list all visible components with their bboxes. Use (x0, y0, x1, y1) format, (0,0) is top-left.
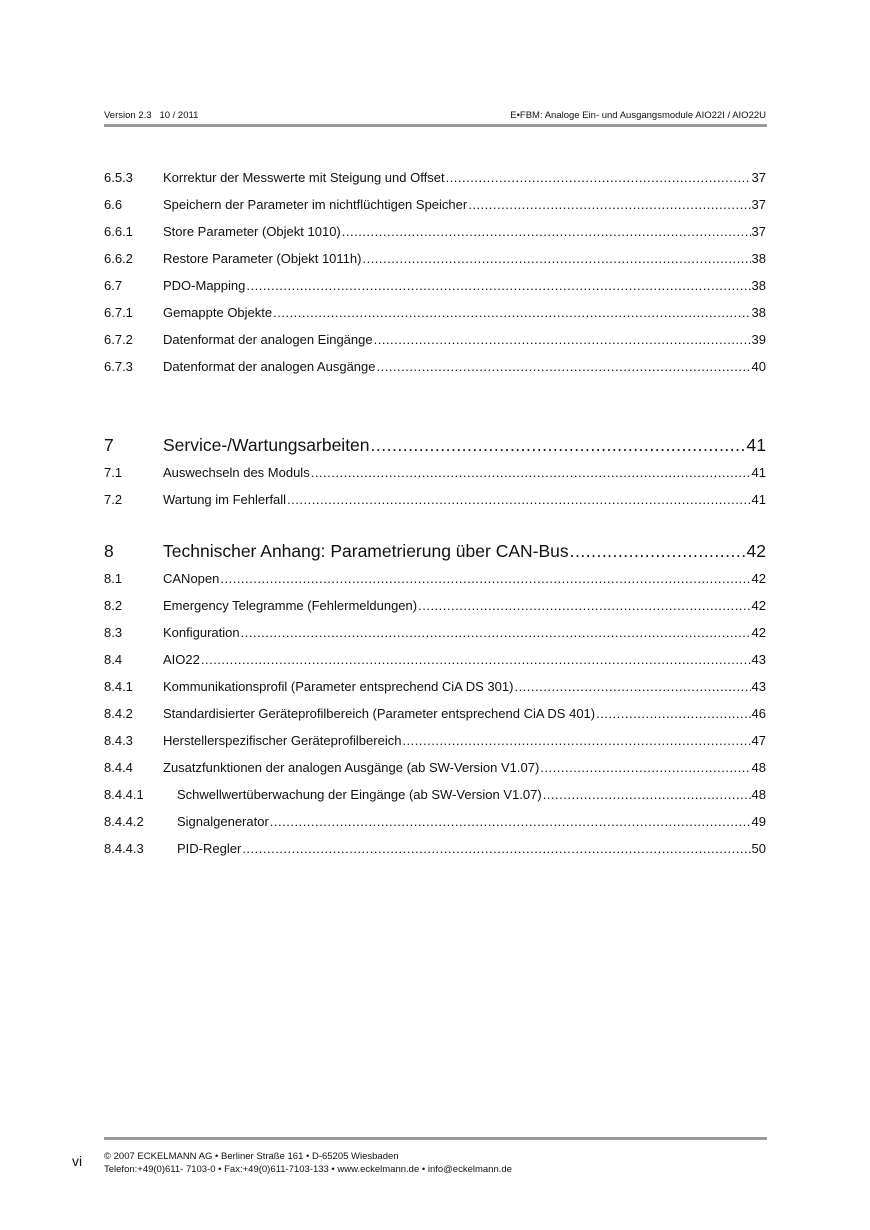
toc-title: Datenformat der analogen Eingänge (163, 331, 373, 347)
dot-leader (201, 652, 751, 667)
toc-entry[interactable] (104, 808, 766, 835)
toc-page: 41 (746, 434, 766, 455)
toc-page: 37 (751, 169, 766, 185)
toc-page: 42 (751, 598, 766, 613)
toc-number: 6.6.1 (104, 223, 133, 239)
toc-number: 8.4.4.2 (104, 814, 144, 829)
toc-entry[interactable] (104, 619, 766, 646)
toc-title: Service-/Wartungsarbeiten (163, 434, 370, 455)
toc-title: Herstellerspezifischer Geräteprofilbereich (163, 733, 402, 748)
toc-number: 8.4.3 (104, 733, 133, 748)
header-title: E•FBM: Analoge Ein- und Ausgangsmodule AIO22I / AIO22U (510, 110, 766, 121)
toc-number: 6.7 (104, 277, 123, 293)
dot-leader (418, 598, 750, 613)
toc-entry[interactable] (104, 191, 766, 218)
toc-page: 48 (751, 787, 766, 802)
toc-number: 8.2 (104, 598, 123, 613)
toc-number: 7.2 (104, 492, 123, 507)
toc-title: Datenformat der analogen Ausgänge (163, 358, 376, 374)
toc-entry[interactable] (104, 727, 766, 754)
toc-title: CANopen (163, 571, 220, 586)
toc-title: Zusatzfunktionen der analogen Ausgänge (ab SW-Version V1.07) (163, 760, 540, 775)
toc-entry[interactable] (104, 673, 766, 700)
dot-leader (342, 224, 751, 239)
dot-leader (543, 787, 751, 802)
toc-title: Wartung im Fehlerfall (163, 492, 287, 507)
toc-number: 8.4.4.3 (104, 841, 144, 856)
dot-leader (311, 465, 751, 480)
toc-entry[interactable] (104, 592, 766, 619)
toc-title: AIO22 (163, 652, 200, 667)
dot-leader (270, 814, 751, 829)
toc-entry[interactable] (104, 646, 766, 673)
toc-page: 48 (751, 760, 766, 775)
dot-leader (371, 435, 746, 456)
toc-page: 46 (751, 706, 766, 721)
dot-leader (540, 760, 750, 775)
dot-leader (273, 305, 750, 320)
dot-leader (362, 251, 750, 266)
toc-number: 8.4 (104, 652, 123, 667)
footer-address: © 2007 ECKELMANN AG • Berliner Straße 161 • D-65205 Wiesbaden (104, 1151, 399, 1162)
toc-number: 8 (104, 540, 114, 561)
toc-number: 8.4.4 (104, 760, 133, 775)
toc-page: 42 (751, 571, 766, 586)
toc-title: Korrektur der Messwerte mit Steigung und Offset (163, 169, 445, 185)
toc-entry[interactable] (104, 700, 766, 727)
dot-leader (242, 841, 750, 856)
toc-page: 42 (751, 625, 766, 640)
dot-leader (570, 541, 746, 562)
toc-number: 6.6.2 (104, 250, 133, 266)
toc-number: 8.3 (104, 625, 123, 640)
dot-leader (514, 679, 750, 694)
toc-number: 6.7.3 (104, 358, 133, 374)
toc-chapter[interactable] (104, 431, 766, 459)
toc-title: Konfiguration (163, 625, 240, 640)
toc-title: Restore Parameter (Objekt 1011h) (163, 250, 362, 266)
page-footer (104, 1150, 512, 1176)
toc-title: Kommunikationsprofil (Parameter entsprechend CiA DS 301) (163, 679, 514, 694)
toc-title: Gemappte Objekte (163, 304, 273, 320)
dot-leader (446, 170, 751, 185)
dot-leader (374, 332, 751, 347)
toc-chapter[interactable] (104, 537, 766, 565)
dot-leader (468, 197, 750, 212)
header-version: Version 2.3 10 / 2011 (104, 110, 199, 121)
footer-rule (104, 1137, 767, 1140)
toc-entry[interactable] (104, 353, 766, 380)
footer-contact: Telefon:+49(0)611- 7103-0 • Fax:+49(0)611-7103-133 • www.eckelmann.de • info@eckelmann.de (104, 1164, 512, 1175)
toc-title: Speichern der Parameter im nichtflüchtigen Speicher (163, 196, 468, 212)
dot-leader (241, 625, 751, 640)
toc-title: Auswechseln des Moduls (163, 465, 310, 480)
toc-entry[interactable] (104, 218, 766, 245)
toc-number: 8.4.1 (104, 679, 133, 694)
toc-number: 7 (104, 434, 114, 455)
page-header (104, 110, 766, 121)
dot-leader (246, 278, 750, 293)
toc-number: 8.4.2 (104, 706, 133, 721)
toc-title: PID-Regler (177, 841, 242, 856)
toc-page: 49 (751, 814, 766, 829)
toc-title: Schwellwertüberwachung der Eingänge (ab SW-Version V1.07) (177, 787, 542, 802)
toc-number: 6.6 (104, 196, 123, 212)
toc-title: Standardisierter Geräteprofilbereich (Parameter entsprechend CiA DS 401) (163, 706, 596, 721)
toc-page: 43 (751, 652, 766, 667)
toc-entry[interactable] (104, 459, 766, 486)
toc-entry[interactable] (104, 164, 766, 191)
toc-page: 41 (751, 465, 766, 480)
header-rule (104, 124, 767, 127)
toc-number: 8.4.4.1 (104, 787, 144, 802)
toc-page: 38 (751, 250, 766, 266)
toc-number: 7.1 (104, 465, 123, 480)
toc-number: 6.7.2 (104, 331, 133, 347)
toc-entry[interactable] (104, 245, 766, 272)
toc-page: 40 (751, 358, 766, 374)
toc-title: Technischer Anhang: Parametrierung über CAN-Bus (163, 540, 569, 561)
dot-leader (402, 733, 750, 748)
toc-entry[interactable] (104, 299, 766, 326)
toc-page: 42 (746, 540, 766, 561)
toc-entry[interactable] (104, 272, 766, 299)
toc-page: 39 (751, 331, 766, 347)
toc-entry[interactable] (104, 754, 766, 781)
toc-page: 50 (751, 841, 766, 856)
toc-number: 6.5.3 (104, 169, 133, 185)
toc-page: 43 (751, 679, 766, 694)
toc-entry[interactable] (104, 781, 766, 808)
toc-page: 38 (751, 304, 766, 320)
page-number: vi (72, 1153, 83, 1169)
toc-page: 47 (751, 733, 766, 748)
dot-leader (220, 571, 750, 586)
dot-leader (377, 359, 751, 374)
toc-page: 37 (751, 196, 766, 212)
dot-leader (596, 706, 750, 721)
toc-entry[interactable] (104, 486, 766, 513)
toc-page: 41 (751, 492, 766, 507)
toc-title: Store Parameter (Objekt 1010) (163, 223, 341, 239)
toc-page: 37 (751, 223, 766, 239)
toc-title: Signalgenerator (177, 814, 269, 829)
table-of-contents (104, 164, 766, 863)
toc-page: 38 (751, 277, 766, 293)
toc-title: Emergency Telegramme (Fehlermeldungen) (163, 598, 418, 613)
toc-number: 6.7.1 (104, 304, 133, 320)
toc-entry[interactable] (104, 565, 766, 592)
toc-number: 8.1 (104, 571, 123, 586)
dot-leader (287, 492, 750, 507)
toc-title: PDO-Mapping (163, 277, 246, 293)
toc-entry[interactable] (104, 835, 766, 862)
toc-entry[interactable] (104, 326, 766, 353)
